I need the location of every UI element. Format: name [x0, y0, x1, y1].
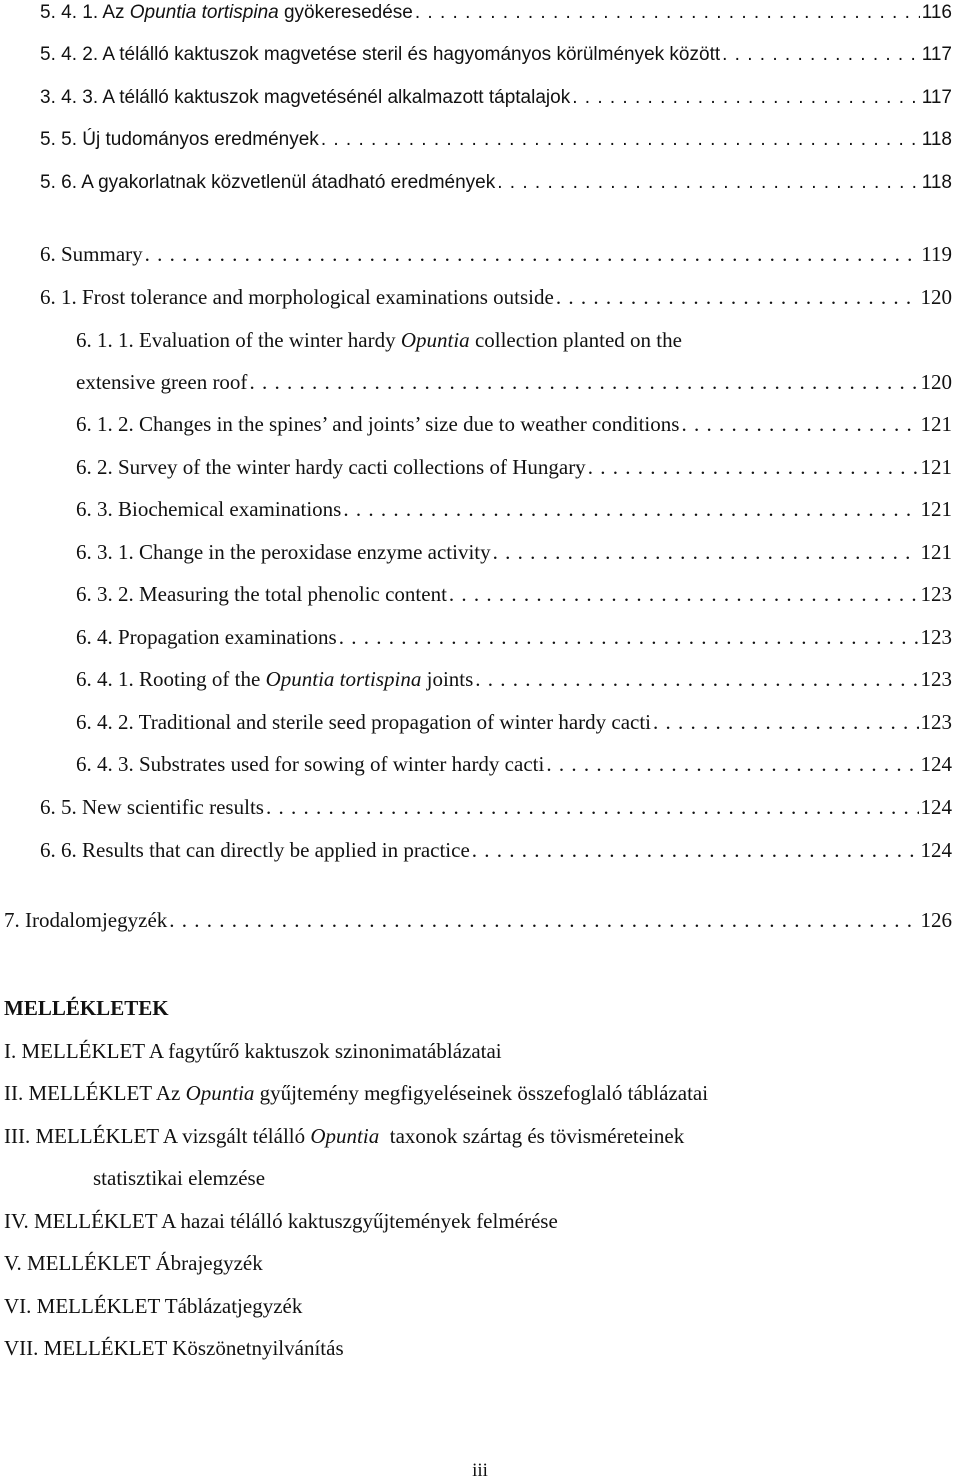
toc-page: 124 — [920, 752, 952, 776]
appendix-item — [4, 1293, 302, 1319]
leader-dots — [321, 129, 920, 151]
leader-dots — [572, 87, 920, 109]
leader-dots — [556, 285, 919, 310]
toc-label: 6. 4. Propagation examinations — [76, 625, 337, 649]
appendix-text: IV. MELLÉKLET A hazai télálló kaktuszgyűjtemények felmérése — [4, 1209, 558, 1233]
toc-entry — [40, 838, 952, 863]
toc-page: 116 — [921, 2, 952, 23]
toc-page: 124 — [920, 838, 952, 862]
leader-dots — [497, 172, 919, 194]
toc-label: 7. Irodalomjegyzék — [4, 908, 168, 932]
toc-entry-first-line — [76, 327, 682, 353]
appendix-heading: MELLÉKLETEK — [4, 996, 169, 1020]
appendix-item — [4, 1335, 344, 1361]
toc-label: 6. 6. Results that can directly be applied in practice — [40, 838, 470, 862]
toc-label-after: collection planted on the — [469, 328, 682, 352]
leader-dots — [722, 44, 920, 66]
toc-entry — [76, 540, 952, 565]
toc-label: 6. 1. Frost tolerance and morphological examinations outside — [40, 285, 554, 309]
leader-dots — [449, 582, 919, 607]
toc-label: 6. 4. 2. Traditional and sterile seed propagation of winter hardy cacti — [76, 710, 652, 734]
toc-label-continuation: extensive green roof — [76, 370, 248, 394]
appendix-item — [4, 1250, 263, 1276]
toc-page: 117 — [921, 87, 952, 108]
toc-entry — [40, 44, 952, 66]
leader-dots — [653, 710, 918, 735]
leader-dots — [546, 752, 918, 777]
appendix-text: II. MELLÉKLET Az — [4, 1081, 186, 1105]
leader-dots — [266, 795, 919, 820]
toc-entry — [40, 795, 952, 820]
toc-page: 126 — [920, 908, 952, 932]
toc-entry — [40, 2, 952, 24]
toc-label: 6. 3. Biochemical examinations — [76, 497, 342, 521]
toc-page: 118 — [921, 172, 952, 193]
leader-dots — [343, 497, 918, 522]
toc-entry — [40, 242, 952, 267]
toc-label: 6. 2. Survey of the winter hardy cacti collections of Hungary — [76, 455, 586, 479]
toc-entry — [40, 87, 952, 109]
appendix-text: VII. MELLÉKLET Köszönetnyilvánítás — [4, 1336, 344, 1360]
toc-entry — [76, 710, 952, 735]
appendix-text: III. MELLÉKLET A vizsgált télálló — [4, 1124, 311, 1148]
appendix-text-after: taxonok szártag és tövisméreteinek — [379, 1124, 685, 1148]
toc-label: 6. 3. 2. Measuring the total phenolic content — [76, 582, 447, 606]
toc-label: 3. 4. 3. A télálló kaktuszok magvetésénél alkalmazott táptalajok — [40, 87, 571, 108]
toc-page: 121 — [920, 455, 952, 479]
toc-entry — [76, 667, 952, 692]
toc-label: 6. 5. New scientific results — [40, 795, 264, 819]
toc-label: 5. 4. 2. A télálló kaktuszok magvetése steril és hagyományos körülmények között — [40, 44, 721, 65]
toc-page: 123 — [920, 625, 952, 649]
toc-label: 5. 6. A gyakorlatnak közvetlenül átadható eredmények — [40, 172, 496, 193]
leader-dots — [475, 667, 918, 692]
appendix-text-after: gyűjtemény megfigyeléseinek összefoglaló táblázatai — [254, 1081, 709, 1105]
toc-entry — [40, 172, 952, 194]
appendix-text: I. MELLÉKLET A fagytűrő kaktuszok szinonimatáblázatai — [4, 1039, 502, 1063]
leader-dots — [415, 2, 920, 24]
toc-italic: Opuntia — [400, 328, 470, 352]
toc-label: 5. 5. Új tudományos eredmények — [40, 129, 319, 150]
toc-page: 118 — [921, 129, 952, 150]
toc-italic: Opuntia tortispina — [265, 667, 422, 691]
toc-label: 6. 4. 3. Substrates used for sowing of winter hardy cacti — [76, 752, 545, 776]
appendix-text-continuation: statisztikai elemzése — [93, 1166, 266, 1190]
toc-entry — [40, 129, 952, 151]
toc-page: 119 — [921, 242, 952, 266]
leader-dots — [493, 540, 919, 565]
toc-page: 123 — [920, 667, 952, 691]
leader-dots — [169, 908, 918, 933]
toc-entry — [76, 582, 952, 607]
toc-page: 121 — [920, 497, 952, 521]
leader-dots — [681, 412, 918, 437]
toc-entry — [76, 412, 952, 437]
toc-label-after: joints — [421, 667, 474, 691]
leader-dots — [145, 242, 920, 267]
appendix-item-continuation — [93, 1165, 265, 1191]
toc-entry-continuation — [76, 370, 952, 395]
toc-entry — [40, 285, 952, 310]
toc-page: 120 — [920, 370, 952, 394]
appendix-text: VI. MELLÉKLET Táblázatjegyzék — [4, 1294, 303, 1318]
toc-label: 5. 4. 1. Az — [40, 2, 130, 23]
toc-page: 120 — [920, 285, 952, 309]
toc-label: 6. 1. 1. Evaluation of the winter hardy — [76, 328, 401, 352]
appendix-italic: Opuntia — [185, 1081, 255, 1105]
appendix-item — [4, 1208, 558, 1234]
page-number: iii — [472, 1460, 488, 1481]
leader-dots — [472, 838, 919, 863]
toc-page: 121 — [920, 540, 952, 564]
toc-page: 123 — [920, 710, 952, 734]
leader-dots — [588, 455, 919, 480]
toc-page: 121 — [920, 412, 952, 436]
toc-entry — [76, 497, 952, 522]
toc-page: 124 — [920, 795, 952, 819]
toc-italic: Opuntia tortispina — [129, 2, 279, 23]
toc-label: 6. 3. 1. Change in the peroxidase enzyme activity — [76, 540, 491, 564]
toc-entry — [76, 455, 952, 480]
toc-entry — [4, 908, 952, 933]
appendix-item — [4, 1038, 502, 1064]
toc-label-after: gyökeresedése — [278, 2, 413, 23]
appendix-text: V. MELLÉKLET Ábrajegyzék — [4, 1251, 263, 1275]
toc-label: 6. Summary — [40, 242, 143, 266]
leader-dots — [249, 370, 918, 395]
toc-page: 117 — [921, 44, 952, 65]
toc-entry — [76, 625, 952, 650]
leader-dots — [339, 625, 919, 650]
toc-entry — [76, 752, 952, 777]
toc-label: 6. 4. 1. Rooting of the — [76, 667, 266, 691]
appendix-item — [4, 1080, 708, 1106]
toc-label: 6. 1. 2. Changes in the spines’ and joints’ size due to weather conditions — [76, 412, 680, 436]
appendix-item — [4, 1123, 684, 1149]
toc-page: 123 — [920, 582, 952, 606]
appendix-italic: Opuntia — [310, 1124, 380, 1148]
